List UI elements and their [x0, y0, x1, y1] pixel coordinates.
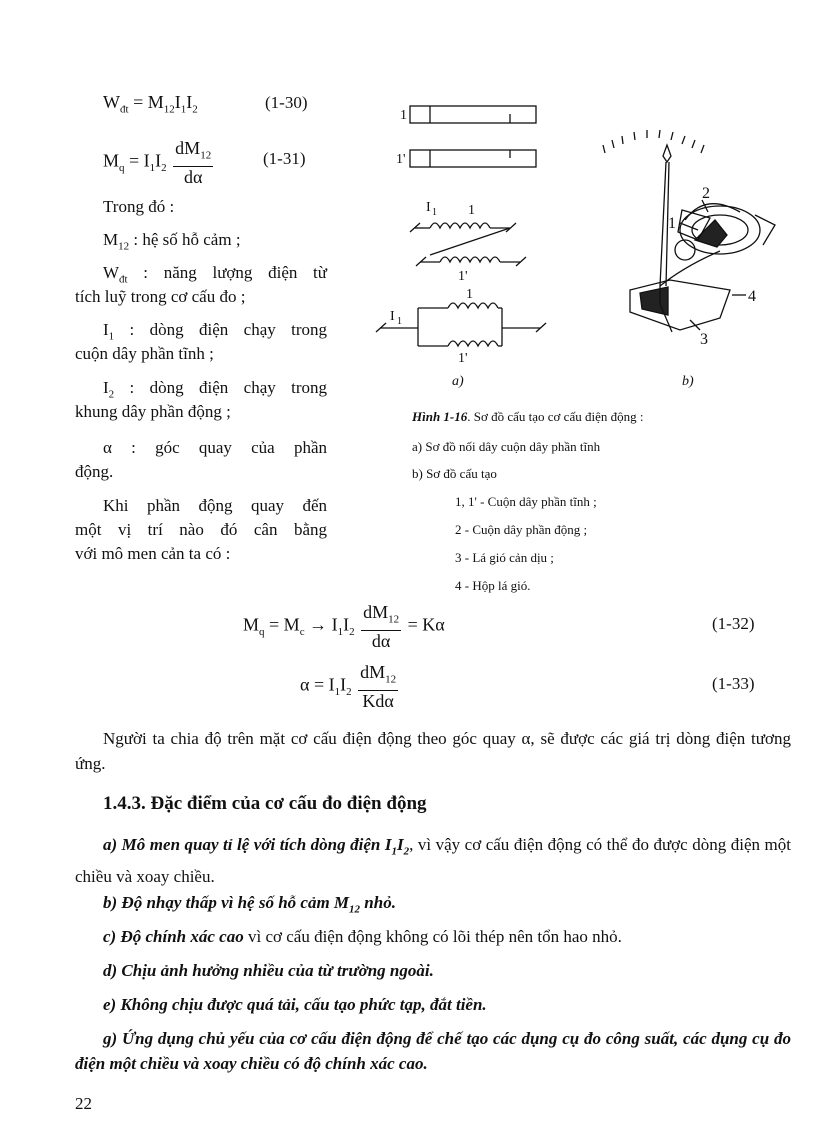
feature-g: g) Ứng dụng chủ yếu của cơ cấu điện động để chế tạo các dụng cụ đo công suất, các dụng cụ đo điện một chiều và xoay chiều có độ chính xác cao. [75, 1029, 791, 1073]
equation-1-32: $M_q = M_c \to I_1I_2$ $\frac{dM_{12}}{d\alpha}$ = Kα [243, 602, 445, 651]
label-1p-parallel: 1' [458, 351, 468, 366]
equation-number: (1-31) [263, 149, 306, 168]
text-m12: $M_{12}$ : hệ số hỗ cảm ; [103, 230, 241, 253]
section-heading: 1.4.3. Đặc điểm của cơ cấu đo điện động [103, 793, 427, 814]
equation-number: (1-33) [712, 674, 755, 693]
figure-caption-title: Hình 1-16. Sơ đồ cấu tạo cơ cấu điện động : [412, 409, 644, 424]
equation-number: (1-32) [712, 614, 755, 633]
label-1-b: 1 [668, 215, 676, 232]
text-i1-line2: cuộn dây phần tĩnh ; [75, 344, 214, 363]
equation-1-33: $\alpha = I_1I_2$ $\frac{dM_{12}}{\text{Kdα}}$ [300, 662, 397, 711]
text-khi-line1: Khi phần động quay đến [103, 496, 327, 515]
text-i2-line1: $I_2$ : dòng điện chạy trong [103, 378, 327, 401]
label-I1-bottom: I [390, 309, 395, 324]
text-khi-line3: với mô men cản ta có : [75, 544, 231, 563]
text-trong-do: Trong đó : [103, 197, 175, 216]
label-2: 2 [702, 185, 710, 202]
label-1p: 1' [396, 152, 406, 167]
paragraph-chia-do: Người ta chia độ trên mặt cơ cấu điện động theo góc quay α, sẽ được các giá trị dòng điện tương ứng. [75, 729, 791, 773]
label-I1-bottom-sub: 1 [397, 316, 402, 327]
feature-b: b) Độ nhạy thấp vì hệ số hỗ cảm $M_{12}$ nhỏ. [103, 893, 396, 916]
label-1-parallel: 1 [466, 287, 473, 302]
coil-1-rect [410, 106, 536, 123]
feature-a: a) Mô men quay tỉ lệ với tích dòng điện $I_1I_2$, vì vậy cơ cấu điện động có thể đo được dòng điện một chiều và xoay chiều. [75, 835, 791, 887]
page-number: 22 [75, 1094, 92, 1113]
text-alpha-line2: động. [75, 462, 114, 481]
equation-1-30: $W_{đt} = M_{12}I_1I_2$ [103, 92, 198, 116]
label-1-winding: 1 [468, 203, 475, 218]
label-1p-winding: 1' [458, 269, 468, 284]
caption-item-b: b) Sơ đồ cấu tạo [412, 466, 497, 481]
text-khi-line2: một vị trí nào đó cân bằng [75, 520, 327, 539]
caption-item-3: 3 - Lá gió cản dịu ; [455, 550, 554, 565]
equation-number: (1-30) [265, 93, 308, 112]
coil-1p-rect [410, 150, 536, 167]
caption-item-4: 4 - Hộp lá gió. [455, 578, 531, 593]
caption-item-a: a) Sơ đồ nối dây cuộn dây phần tĩnh [412, 439, 601, 454]
label-a: a) [452, 374, 464, 389]
caption-item-2: 2 - Cuộn dây phần động ; [455, 522, 588, 537]
feature-d: d) Chịu ảnh hưởng nhiều của từ trường ngoài. [103, 961, 434, 980]
label-1: 1 [400, 108, 407, 123]
text-wdt-line1: $W_{đt}$ : năng lượng điện từ [103, 263, 327, 286]
text-i2-line2: khung dây phần động ; [75, 402, 231, 421]
feature-e: e) Không chịu được quá tải, cấu tạo phức tạp, đắt tiền. [103, 995, 487, 1014]
text-alpha-line1: α : góc quay của phần [103, 438, 327, 457]
text-wdt-line2: tích luỹ trong cơ cấu đo ; [75, 287, 246, 306]
label-I1-top-sub: 1 [432, 207, 437, 218]
label-b: b) [682, 374, 694, 389]
feature-c: c) Độ chính xác cao vì cơ cấu điện động không có lõi thép nên tổn hao nhỏ. [103, 927, 622, 946]
caption-item-1: 1, 1' - Cuộn dây phần tĩnh ; [455, 494, 597, 509]
label-3: 3 [700, 331, 708, 348]
figure-1-16 [360, 90, 780, 400]
label-4: 4 [748, 288, 756, 305]
text-i1-line1: $I_1$ : dòng điện chạy trong [103, 320, 327, 343]
label-I1-top: I [426, 200, 431, 215]
equation-1-31: $M_q = I_1I_2$ $\frac{dM_{12}}{d\alpha}$ [103, 138, 212, 187]
